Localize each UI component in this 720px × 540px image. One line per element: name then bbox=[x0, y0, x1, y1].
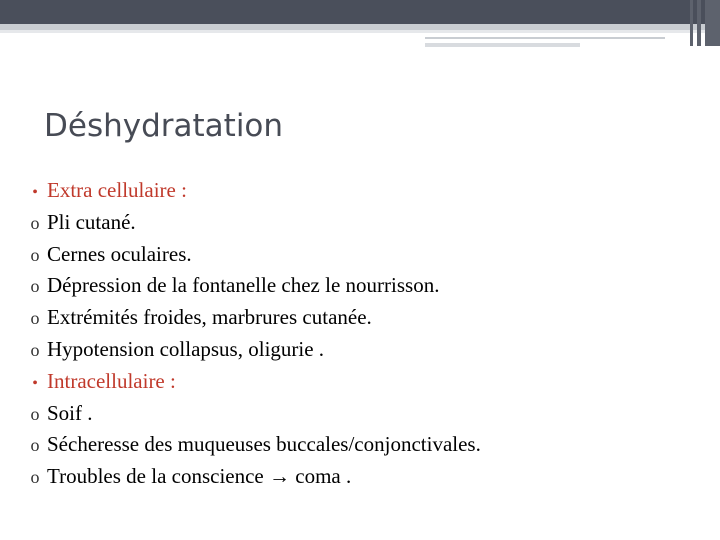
list-item-text: Hypotension collapsus, oligurie . bbox=[47, 336, 325, 361]
decorative-line bbox=[425, 43, 580, 47]
circle-bullet-icon: o bbox=[30, 212, 40, 233]
list-item-text: Sécheresse des muqueuses buccales/conjonctivales. bbox=[47, 432, 481, 457]
list-item-text: Cernes oculaires. bbox=[47, 241, 192, 266]
list-item bbox=[28, 273, 708, 305]
list-item bbox=[28, 210, 708, 242]
list-item-text: Extra cellulaire : bbox=[47, 178, 187, 202]
list-item bbox=[28, 464, 708, 496]
header-stripe-light bbox=[0, 30, 720, 33]
circle-bullet-icon: o bbox=[30, 244, 40, 265]
bullet-icon: • bbox=[32, 374, 38, 392]
bullet-icon: • bbox=[32, 184, 38, 201]
list-item-text: Extrémités froides, marbrures cutanée. bbox=[47, 305, 372, 330]
circle-bullet-icon: o bbox=[30, 467, 40, 488]
header-bar bbox=[0, 0, 720, 24]
list-item-text: Dépression de la fontanelle chez le nourrisson. bbox=[47, 273, 440, 298]
circle-bullet-icon: o bbox=[30, 276, 40, 297]
list-item-text: Pli cutané. bbox=[47, 209, 136, 234]
slide-title: Déshydratation bbox=[44, 108, 284, 144]
circle-bullet-icon: o bbox=[30, 435, 40, 456]
list-item bbox=[28, 432, 708, 464]
corner-decoration bbox=[690, 0, 720, 44]
list-item-text: Troubles de la conscience → coma . bbox=[47, 464, 352, 489]
list-item bbox=[28, 305, 708, 337]
list-item-heading bbox=[28, 369, 708, 401]
circle-bullet-icon: o bbox=[30, 308, 40, 329]
decorative-line bbox=[425, 37, 665, 39]
list-item bbox=[28, 337, 708, 369]
circle-bullet-icon: o bbox=[30, 339, 40, 360]
list-item bbox=[28, 401, 708, 433]
list-item-heading bbox=[28, 178, 708, 210]
list-item-text: Soif . bbox=[47, 400, 93, 425]
circle-bullet-icon: o bbox=[30, 403, 40, 424]
slide-body bbox=[28, 178, 708, 496]
list-item-text: Intracellulaire : bbox=[47, 368, 176, 393]
list-item bbox=[28, 242, 708, 274]
